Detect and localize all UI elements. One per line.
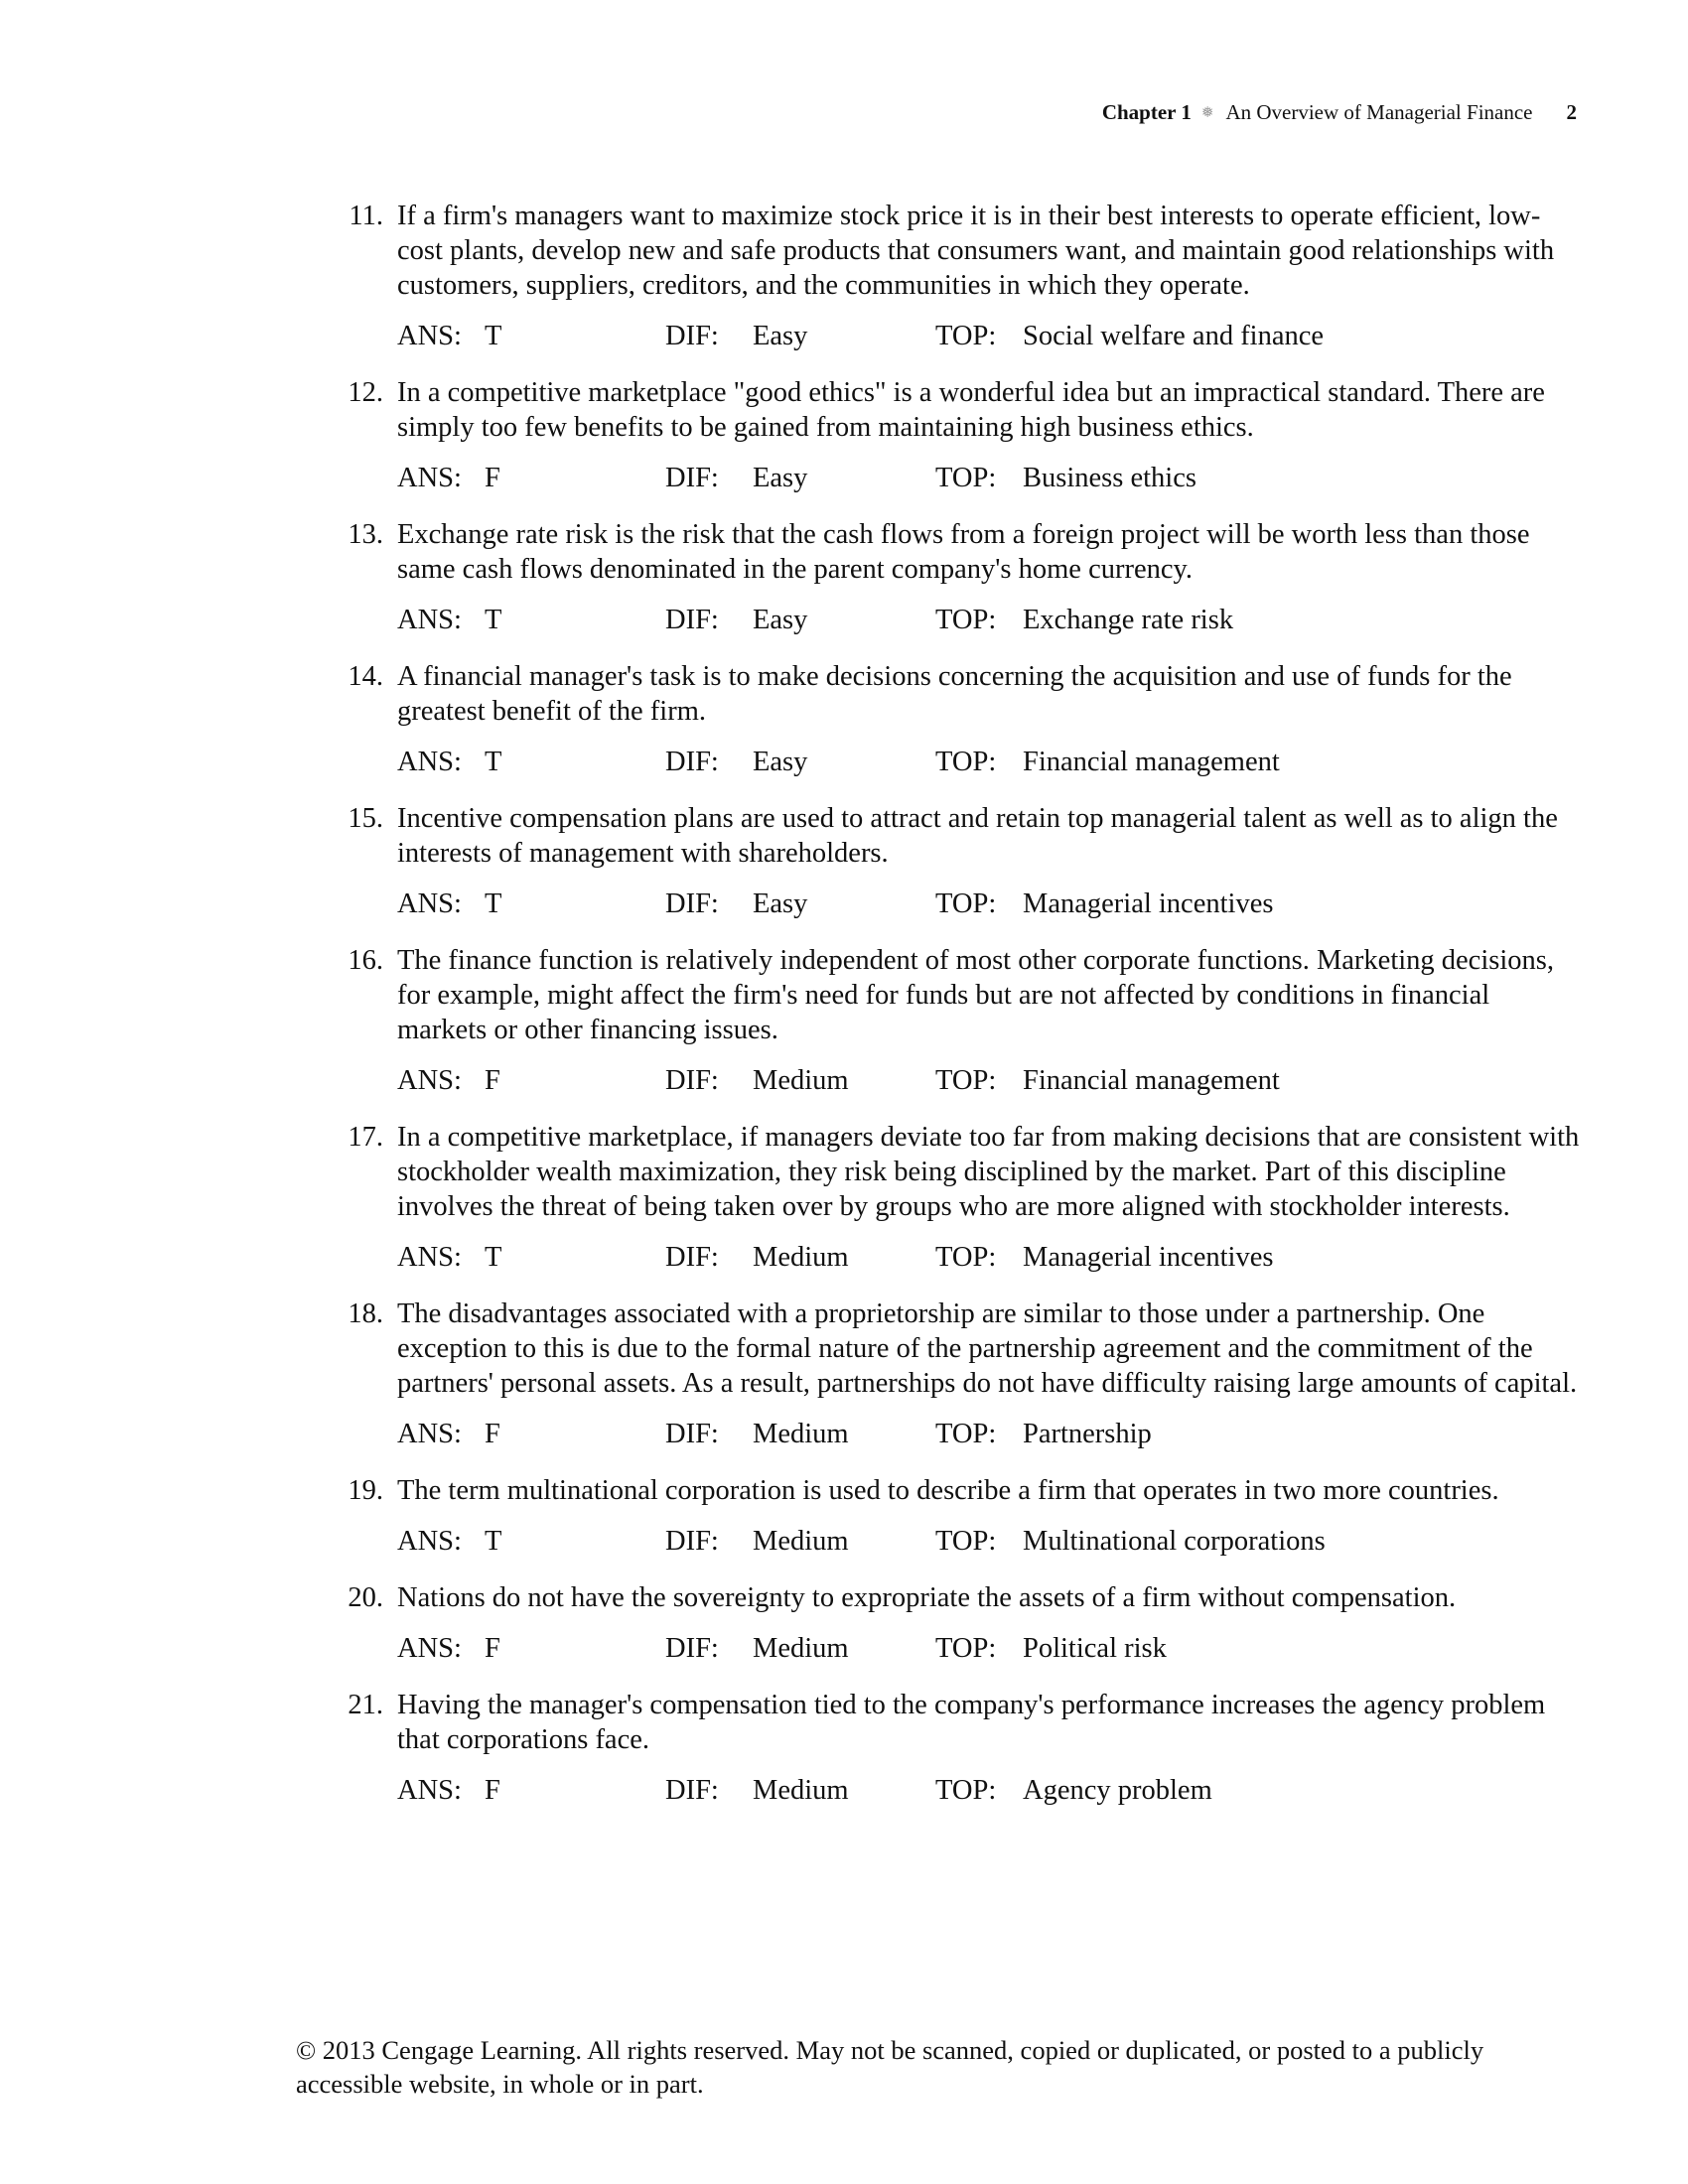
dif-value: Medium bbox=[753, 1526, 849, 1557]
ans-label: ANS: bbox=[397, 605, 462, 635]
question-number: 15. bbox=[348, 803, 383, 834]
difficulty-group bbox=[665, 1417, 935, 1451]
question-number: 19. bbox=[348, 1475, 383, 1506]
question-text: The finance function is relatively independent of most other corporate functions. Marketing decisions, for example, might affect the firm's need for funds but are not affected by conditions in financial markets or other financing issues. bbox=[397, 945, 1554, 1045]
dif-label: DIF: bbox=[665, 1633, 719, 1664]
snowflake-separator-icon: ❅ bbox=[1200, 105, 1214, 121]
topic-group bbox=[935, 1773, 1583, 1808]
answer-meta bbox=[397, 319, 1583, 353]
top-label: TOP: bbox=[935, 463, 997, 493]
topic-group bbox=[935, 745, 1583, 779]
dif-label: DIF: bbox=[665, 605, 719, 635]
ans-label: ANS: bbox=[397, 1775, 462, 1806]
difficulty-group bbox=[665, 1240, 935, 1275]
dif-label: DIF: bbox=[665, 463, 719, 493]
dif-value: Medium bbox=[753, 1242, 849, 1273]
dif-value: Easy bbox=[753, 321, 808, 351]
difficulty-group bbox=[665, 1524, 935, 1559]
page-number: 2 bbox=[1566, 100, 1577, 124]
answer-meta bbox=[397, 1417, 1583, 1451]
dif-value: Medium bbox=[753, 1775, 849, 1806]
ans-label: ANS: bbox=[397, 888, 462, 919]
ans-value: T bbox=[485, 321, 502, 351]
question-text: Having the manager's compensation tied to the company's performance increases the agency problem that corporations face. bbox=[397, 1690, 1546, 1755]
question-item bbox=[332, 375, 1583, 495]
ans-value: F bbox=[485, 463, 500, 493]
top-label: TOP: bbox=[935, 605, 997, 635]
dif-value: Medium bbox=[753, 1419, 849, 1449]
question-number: 14. bbox=[348, 661, 383, 692]
answer-meta bbox=[397, 461, 1583, 495]
dif-label: DIF: bbox=[665, 321, 719, 351]
difficulty-group bbox=[665, 461, 935, 495]
top-value: Financial management bbox=[1023, 1065, 1280, 1096]
question-item bbox=[332, 1580, 1583, 1666]
ans-value: F bbox=[485, 1775, 500, 1806]
question-number: 12. bbox=[348, 377, 383, 408]
chapter-title: An Overview of Managerial Finance bbox=[1225, 100, 1533, 124]
ans-label: ANS: bbox=[397, 1633, 462, 1664]
difficulty-group bbox=[665, 319, 935, 353]
top-value: Managerial incentives bbox=[1023, 1242, 1274, 1273]
chapter-label: Chapter 1 bbox=[1101, 100, 1192, 124]
question-text: The disadvantages associated with a proprietorship are similar to those under a partnership. One exception to this is due to the formal nature of the partnership agreement and the commitment of the partners' personal assets. As a result, partnerships do not have difficulty raising large amounts of capital. bbox=[397, 1298, 1578, 1399]
question-item bbox=[332, 801, 1583, 921]
topic-group bbox=[935, 1631, 1583, 1666]
topic-group bbox=[935, 1063, 1583, 1098]
dif-value: Medium bbox=[753, 1633, 849, 1664]
dif-value: Easy bbox=[753, 605, 808, 635]
ans-value: T bbox=[485, 747, 502, 777]
difficulty-group bbox=[665, 603, 935, 637]
topic-group bbox=[935, 461, 1583, 495]
top-label: TOP: bbox=[935, 1775, 997, 1806]
dif-value: Medium bbox=[753, 1065, 849, 1096]
ans-value: F bbox=[485, 1419, 500, 1449]
topic-group bbox=[935, 887, 1583, 921]
answer-group bbox=[397, 1631, 665, 1666]
top-label: TOP: bbox=[935, 1526, 997, 1557]
dif-value: Easy bbox=[753, 463, 808, 493]
ans-value: T bbox=[485, 888, 502, 919]
question-item bbox=[332, 199, 1583, 353]
dif-label: DIF: bbox=[665, 1526, 719, 1557]
question-item bbox=[332, 1688, 1583, 1808]
top-value: Managerial incentives bbox=[1023, 888, 1274, 919]
dif-label: DIF: bbox=[665, 1242, 719, 1273]
dif-label: DIF: bbox=[665, 1419, 719, 1449]
question-text: If a firm's managers want to maximize stock price it is in their best interests to operate efficient, low-cost plants, develop new and safe products that consumers want, and maintain good relationships with customers, suppliers, creditors, and the communities in which they operate. bbox=[397, 201, 1555, 301]
question-number: 21. bbox=[348, 1690, 383, 1720]
question-text: In a competitive marketplace "good ethics" is a wonderful idea but an impractical standard. There are simply too few benefits to be gained from maintaining high business ethics. bbox=[397, 377, 1545, 443]
question-list bbox=[332, 199, 1583, 1830]
question-text: In a competitive marketplace, if managers deviate too far from making decisions that are consistent with stockholder wealth maximization, they risk being disciplined by the market. Part of this discipline involves the threat of being taken over by groups who are more aligned with stockholder interests. bbox=[397, 1122, 1580, 1222]
difficulty-group bbox=[665, 745, 935, 779]
question-number: 16. bbox=[348, 945, 383, 976]
ans-value: F bbox=[485, 1065, 500, 1096]
ans-label: ANS: bbox=[397, 463, 462, 493]
difficulty-group bbox=[665, 1631, 935, 1666]
question-item bbox=[332, 1473, 1583, 1559]
answer-meta bbox=[397, 1063, 1583, 1098]
top-label: TOP: bbox=[935, 888, 997, 919]
answer-group bbox=[397, 887, 665, 921]
answer-meta bbox=[397, 603, 1583, 637]
top-value: Political risk bbox=[1023, 1633, 1167, 1664]
top-label: TOP: bbox=[935, 321, 997, 351]
top-value: Social welfare and finance bbox=[1023, 321, 1325, 351]
question-text: The term multinational corporation is used to describe a firm that operates in two more countries. bbox=[397, 1475, 1499, 1506]
answer-group bbox=[397, 1524, 665, 1559]
ans-label: ANS: bbox=[397, 1065, 462, 1096]
top-label: TOP: bbox=[935, 747, 997, 777]
topic-group bbox=[935, 1417, 1583, 1451]
copyright-footer: © 2013 Cengage Learning. All rights reserved. May not be scanned, copied or duplicated, or posted to a publicly accessible website, in whole or in part. bbox=[296, 2035, 1484, 2099]
answer-meta bbox=[397, 1240, 1583, 1275]
ans-label: ANS: bbox=[397, 1242, 462, 1273]
ans-label: ANS: bbox=[397, 1419, 462, 1449]
difficulty-group bbox=[665, 887, 935, 921]
ans-value: T bbox=[485, 1242, 502, 1273]
ans-value: T bbox=[485, 1526, 502, 1557]
question-text: Exchange rate risk is the risk that the cash flows from a foreign project will be worth less than those same cash flows denominated in the parent company's home currency. bbox=[397, 519, 1530, 585]
difficulty-group bbox=[665, 1063, 935, 1098]
question-item bbox=[332, 1297, 1583, 1451]
question-number: 20. bbox=[348, 1582, 383, 1613]
question-item bbox=[332, 517, 1583, 637]
top-label: TOP: bbox=[935, 1633, 997, 1664]
top-value: Business ethics bbox=[1023, 463, 1196, 493]
page-header bbox=[1102, 100, 1577, 125]
top-value: Multinational corporations bbox=[1023, 1526, 1326, 1557]
ans-value: F bbox=[485, 1633, 500, 1664]
answer-meta bbox=[397, 1631, 1583, 1666]
ans-label: ANS: bbox=[397, 1526, 462, 1557]
top-value: Financial management bbox=[1023, 747, 1280, 777]
dif-label: DIF: bbox=[665, 1065, 719, 1096]
question-number: 13. bbox=[348, 519, 383, 550]
top-value: Exchange rate risk bbox=[1023, 605, 1234, 635]
top-value: Agency problem bbox=[1023, 1775, 1212, 1806]
question-item bbox=[332, 659, 1583, 779]
question-number: 11. bbox=[349, 201, 383, 231]
question-item bbox=[332, 943, 1583, 1098]
difficulty-group bbox=[665, 1773, 935, 1808]
question-text: A financial manager's task is to make decisions concerning the acquisition and use of funds for the greatest benefit of the firm. bbox=[397, 661, 1512, 727]
dif-value: Easy bbox=[753, 888, 808, 919]
dif-value: Easy bbox=[753, 747, 808, 777]
answer-group bbox=[397, 461, 665, 495]
dif-label: DIF: bbox=[665, 888, 719, 919]
question-item bbox=[332, 1120, 1583, 1275]
top-label: TOP: bbox=[935, 1419, 997, 1449]
answer-group bbox=[397, 1417, 665, 1451]
dif-label: DIF: bbox=[665, 747, 719, 777]
ans-value: T bbox=[485, 605, 502, 635]
ans-label: ANS: bbox=[397, 747, 462, 777]
top-label: TOP: bbox=[935, 1065, 997, 1096]
answer-meta bbox=[397, 1524, 1583, 1559]
ans-label: ANS: bbox=[397, 321, 462, 351]
answer-group bbox=[397, 603, 665, 637]
answer-group bbox=[397, 745, 665, 779]
question-text: Nations do not have the sovereignty to expropriate the assets of a firm without compensation. bbox=[397, 1582, 1457, 1613]
topic-group bbox=[935, 603, 1583, 637]
question-text: Incentive compensation plans are used to attract and retain top managerial talent as well as to align the interests of management with shareholders. bbox=[397, 803, 1558, 869]
topic-group bbox=[935, 1240, 1583, 1275]
topic-group bbox=[935, 1524, 1583, 1559]
answer-meta bbox=[397, 1773, 1583, 1808]
question-number: 18. bbox=[348, 1298, 383, 1329]
answer-group bbox=[397, 1773, 665, 1808]
question-number: 17. bbox=[348, 1122, 383, 1153]
dif-label: DIF: bbox=[665, 1775, 719, 1806]
top-value: Partnership bbox=[1023, 1419, 1152, 1449]
topic-group bbox=[935, 319, 1583, 353]
answer-meta bbox=[397, 745, 1583, 779]
answer-group bbox=[397, 1063, 665, 1098]
answer-group bbox=[397, 1240, 665, 1275]
answer-group bbox=[397, 319, 665, 353]
top-label: TOP: bbox=[935, 1242, 997, 1273]
answer-meta bbox=[397, 887, 1583, 921]
